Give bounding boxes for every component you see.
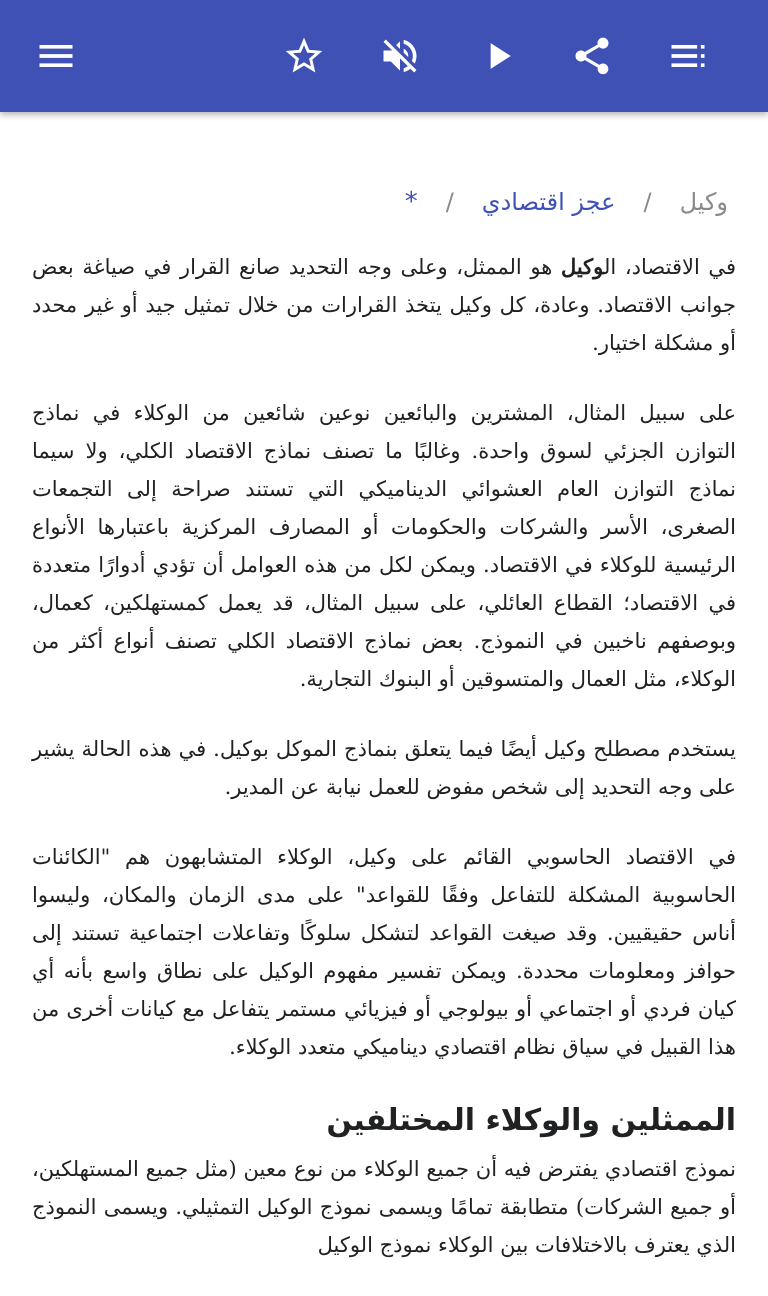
section-heading: الممثلين والوكلاء المختلفين <box>326 1103 736 1138</box>
play-button[interactable] <box>470 28 526 84</box>
menu-icon <box>34 34 78 78</box>
mute-icon <box>378 34 422 78</box>
paragraph-examples: على سبيل المثال، المشترين والبائعين نوعين شائعين من الوكلاء في نماذج التوازن الجزئي لسوق واحدة. وغالبًا ما تصنف نماذج الاقتصاد الكلي، ولا سيما نماذج التوازن العام العشوائي الديناميكي التي تستند صراحة إلى التجمعات الصغرى، الأسر والشركات والحكومات أو المصارف المركزية باعتبارها الأنواع الرئيسية للوكلاء في الاقتصاد. ويمكن لكل من هذه العوامل أن تؤدي أدوارًا متعددة في الاقتصاد؛ القطاع العائلي، على سبيل المثال، قد يعمل كمستهلكين، كعمال، وبوصفهم ناخبين في النموذج. بعض نماذج الاقتصاد الكلي تصنف أنواع أكثر من الوكلاء، مثل العمال والمتسوقين أو البنوك التجارية. <box>32 401 736 691</box>
paragraph-computational: في الاقتصاد الحاسوبي القائم على وكيل، الوكلاء المتشابهون هم "الكائنات الحاسوبية المشكلة للتفاعل وفقًا للقواعد" على مدى الزمان والمكان، وليسوا أناس حقيقيين. وقد صيغت القواعد لتشكل سلوكًا وتفاعلات اجتماعية تستند إلى حوافز ومعلومات محددة. ويمكن تفسير مفهوم الوكيل على نطاق واسع بأنه أي كيان فردي أو اجتماعي أو بيولوجي أو فيزيائي مستمر يتفاعل مع كيانات أخرى من هذا القبيل في سياق نظام اقتصادي ديناميكي متعدد الوكلاء. <box>32 845 736 1059</box>
paragraph-principal-agent: يستخدم مصطلح وكيل أيضًا فيما يتعلق بنماذج الموكل بوكيل. في هذه الحالة يشير على وجه التحديد إلى شخص مفوض للعمل نيابة عن المدير. <box>32 737 736 799</box>
mute-button[interactable] <box>372 28 428 84</box>
breadcrumb <box>32 182 736 222</box>
breadcrumb-root-link[interactable]: * <box>404 187 418 217</box>
star-icon <box>282 34 326 78</box>
article-content <box>32 112 736 1296</box>
breadcrumb-parent-link[interactable]: عجز اقتصادي <box>481 188 616 216</box>
contents-icon <box>666 34 710 78</box>
paragraph-intro <box>32 248 736 362</box>
bookmark-button[interactable] <box>276 28 332 84</box>
breadcrumb-separator: / <box>445 188 454 216</box>
intro-text-end: هو الممثل، وعلى وجه التحديد صانع القرار في صياغة بعض جوانب الاقتصاد. وعادة، كل وكيل يتخذ القرارات من خلال تمثيل جيد أو غير محدد أو مشكلة اختيار. <box>32 255 736 355</box>
breadcrumb-current: وكيل <box>679 188 728 216</box>
app-bar <box>0 0 768 112</box>
menu-button[interactable] <box>28 28 84 84</box>
term-highlight: وكيل <box>560 254 605 279</box>
paragraph-representative: نموذج اقتصادي يفترض فيه أن جميع الوكلاء من نوع معين (مثل جميع المستهلكين، أو جميع الشركات) متطابقة تمامًا ويسمى نموذج الوكيل التمثيلي. ويسمى النموذج الذي يعترف بالاختلافات بين الوكلاء نموذج الوكيل <box>32 1157 736 1257</box>
contents-button[interactable] <box>660 28 716 84</box>
play-icon <box>476 34 520 78</box>
share-icon <box>570 34 614 78</box>
intro-text-start: في الاقتصاد، ال <box>604 255 736 279</box>
share-button[interactable] <box>564 28 620 84</box>
breadcrumb-separator: / <box>643 188 652 216</box>
